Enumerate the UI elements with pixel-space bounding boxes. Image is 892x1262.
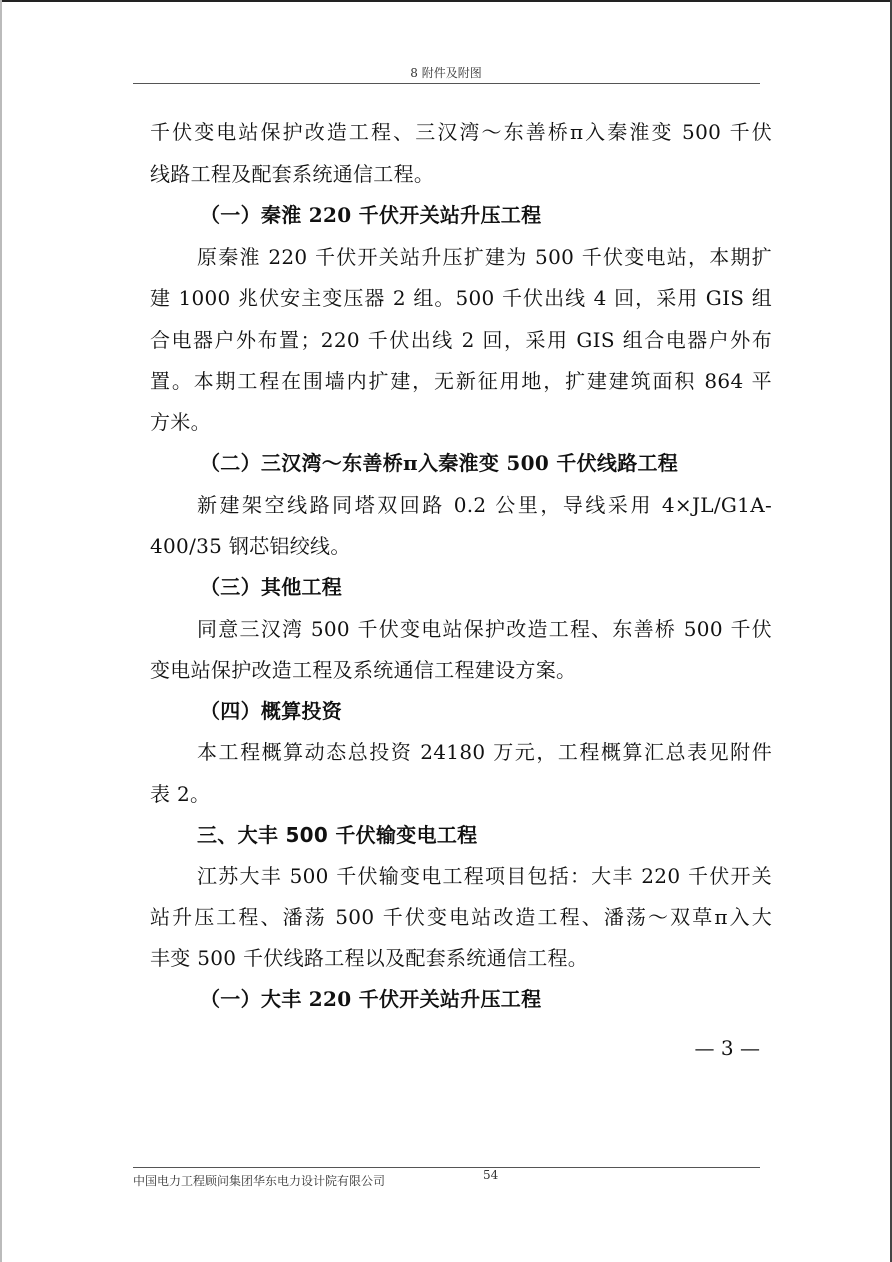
body-line: 合电器户外布置；220 千伏出线 2 回，采用 GIS 组合电器户外布 [150, 328, 772, 352]
footer-rule [133, 1167, 760, 1168]
body-line: 丰变 500 千伏线路工程以及配套系统通信工程。 [150, 946, 589, 970]
body-line: 表 2。 [150, 782, 211, 806]
body-line: 变电站保护改造工程及系统通信工程建设方案。 [150, 658, 577, 682]
page-number: — 3 — [694, 1036, 760, 1060]
body-line: 新建架空线路同塔双回路 0.2 公里，导线采用 4×JL/G1A- [197, 493, 772, 517]
body-line: 江苏大丰 500 千伏输变电工程项目包括：大丰 220 千伏开关 [197, 864, 772, 888]
body-line: 400/35 钢芯铝绞线。 [150, 534, 351, 558]
section-heading: （一）大丰 220 千伏开关站升压工程 [200, 987, 542, 1011]
footer-company: 中国电力工程顾问集团华东电力设计院有限公司 [133, 1174, 386, 1188]
body-line: 置。本期工程在围墙内扩建，无新征用地，扩建建筑面积 864 平 [150, 369, 772, 393]
header-rule [133, 83, 760, 84]
footer-page-number: 54 [483, 1168, 499, 1182]
body-line: 本工程概算动态总投资 24180 万元，工程概算汇总表见附件 [197, 740, 772, 764]
body-line: 线路工程及配套系统通信工程。 [150, 162, 435, 186]
section-heading: （一）秦淮 220 千伏开关站升压工程 [200, 203, 542, 227]
body-line: 千伏变电站保护改造工程、三汉湾～东善桥π入秦淮变 500 千伏 [150, 120, 772, 144]
section-heading: （四）概算投资 [200, 699, 343, 723]
running-header: 8 附件及附图 [410, 66, 482, 80]
page-border-left [0, 0, 2, 1262]
body-line: 建 1000 兆伏安主变压器 2 组。500 千伏出线 4 回，采用 GIS 组 [150, 286, 772, 310]
body-line: 同意三汉湾 500 千伏变电站保护改造工程、东善桥 500 千伏 [197, 617, 772, 641]
body-line: 站升压工程、潘荡 500 千伏变电站改造工程、潘荡～双草π入大 [150, 905, 772, 929]
body-line: 原秦淮 220 千伏开关站升压扩建为 500 千伏变电站，本期扩 [197, 245, 772, 269]
chapter-heading: 三、大丰 500 千伏输变电工程 [197, 823, 478, 847]
body-line: 方米。 [150, 410, 211, 434]
section-heading: （三）其他工程 [200, 575, 343, 599]
page-border-top [0, 0, 892, 2]
section-heading: （二）三汉湾～东善桥π入秦淮变 500 千伏线路工程 [200, 451, 679, 475]
